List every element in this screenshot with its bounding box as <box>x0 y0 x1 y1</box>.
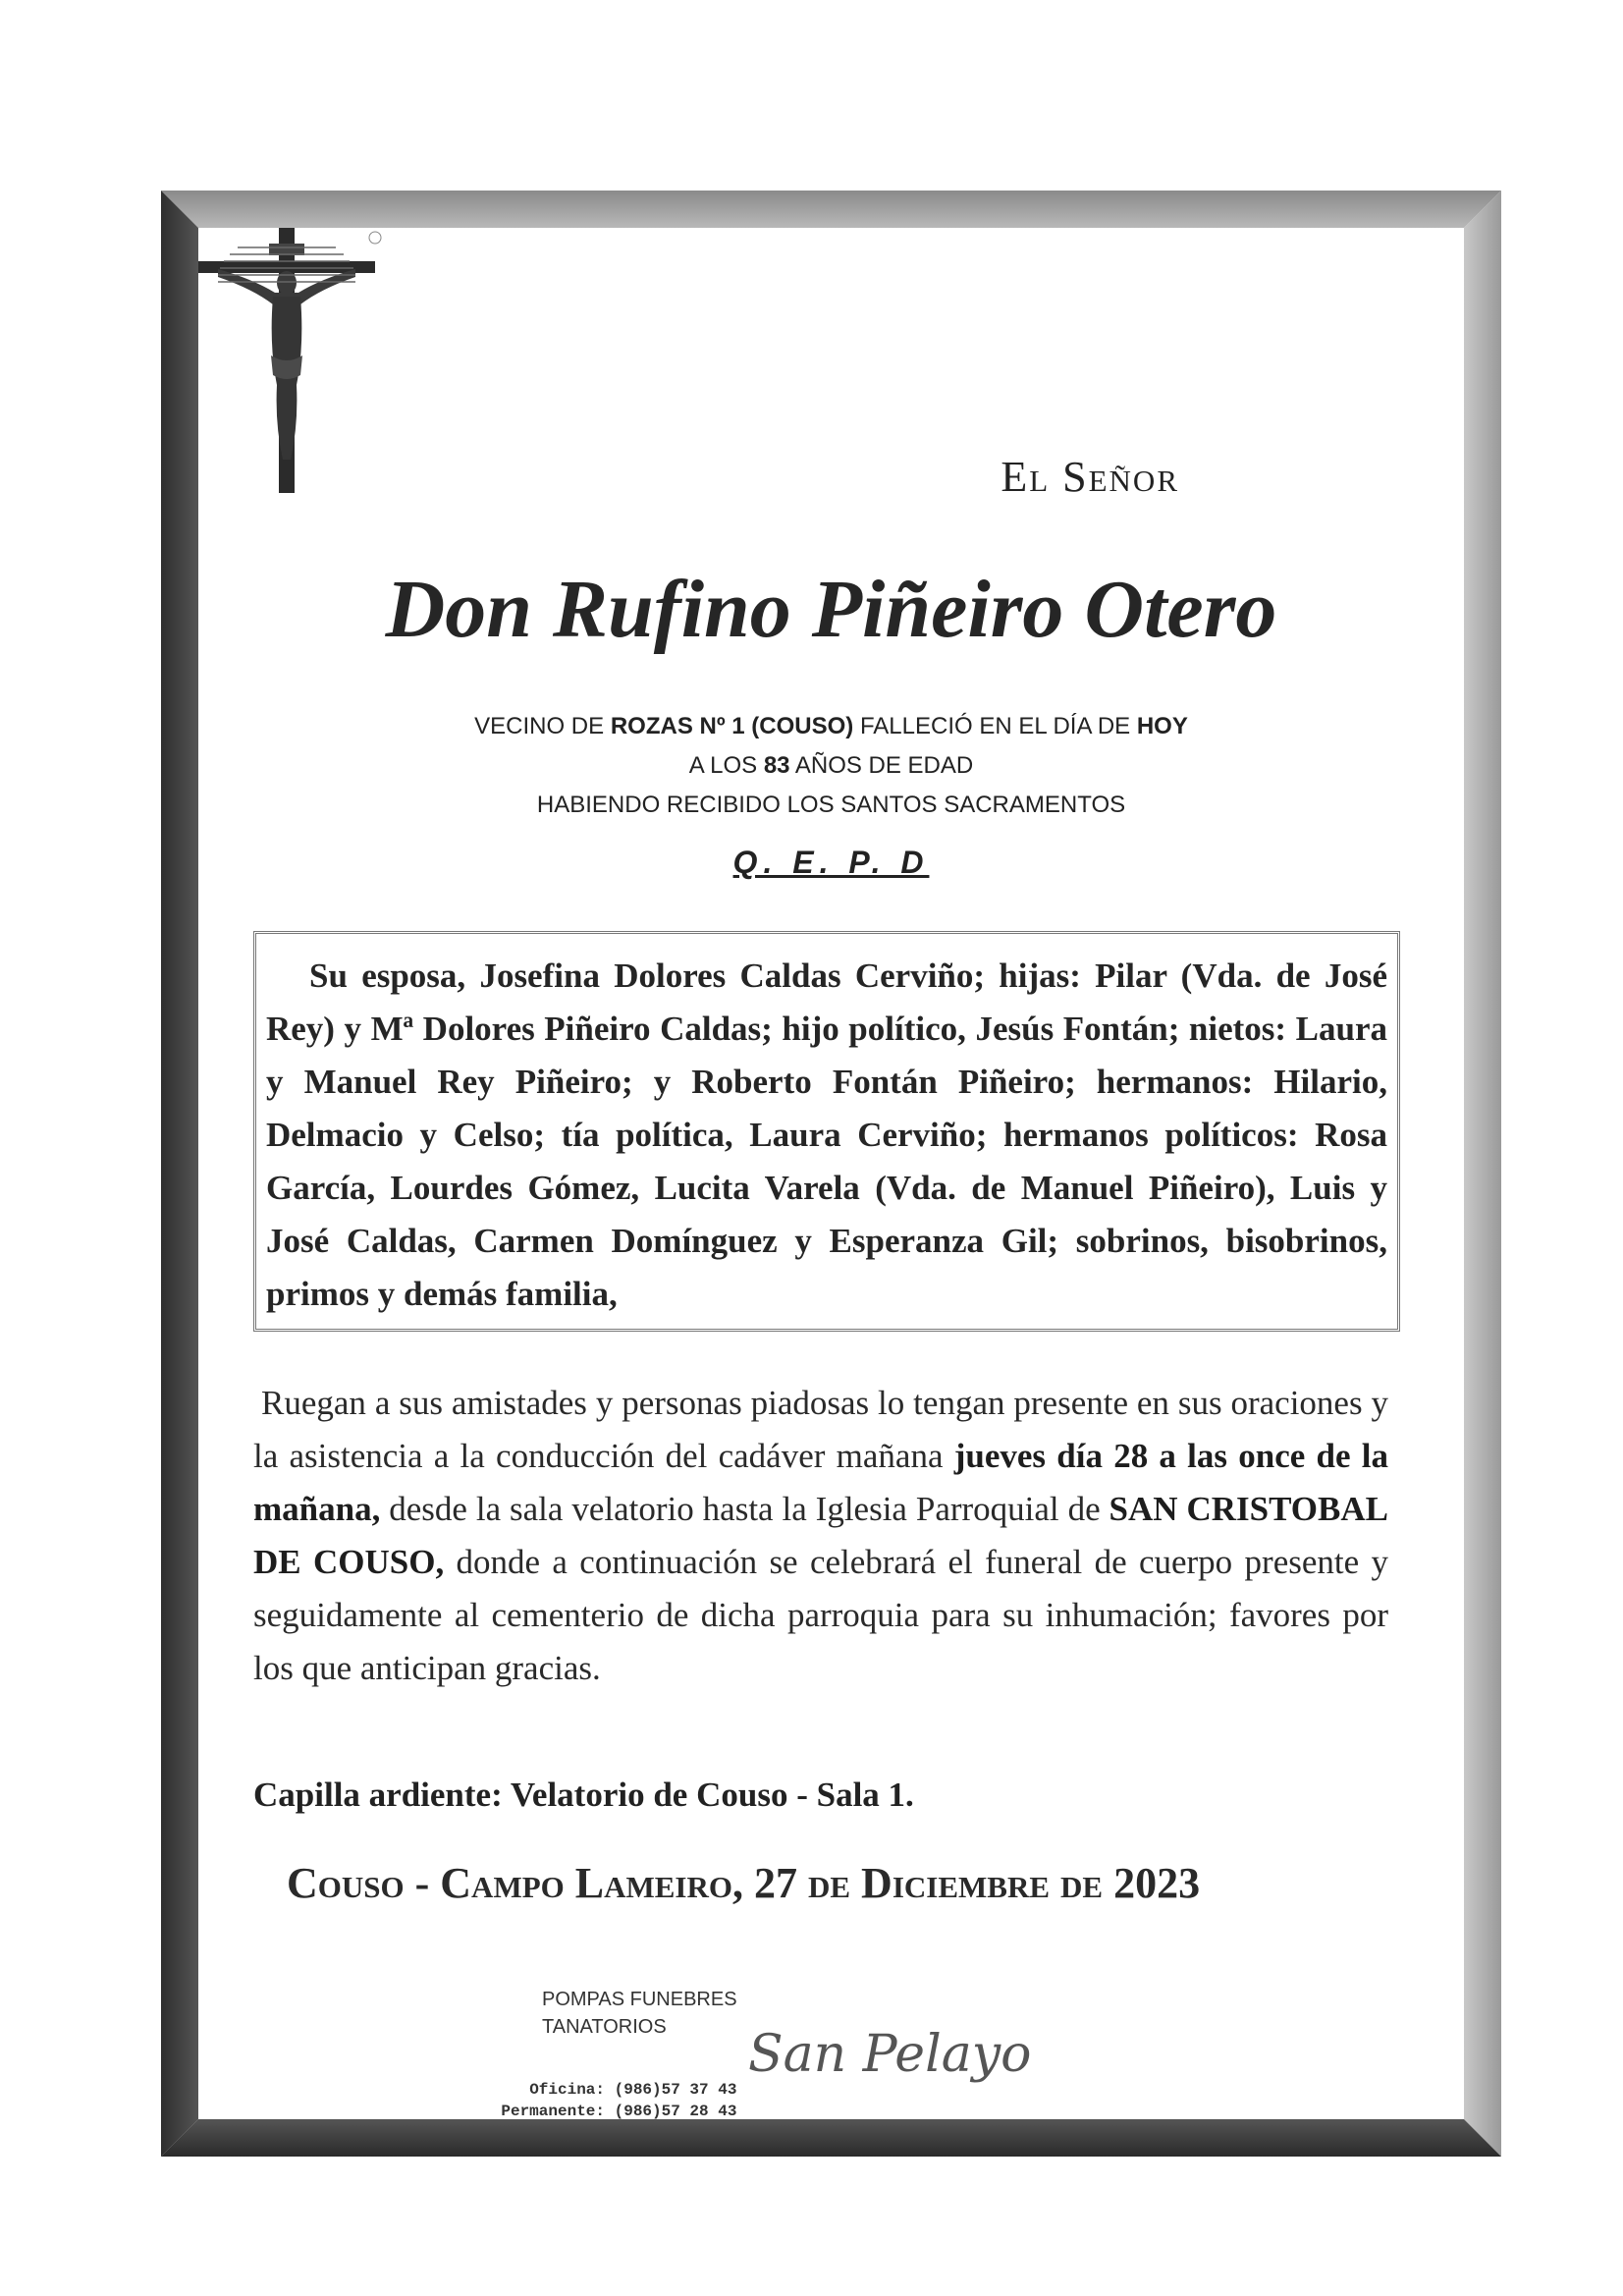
office-phone-row: Oficina: (986)57 37 43 <box>529 2081 737 2099</box>
logo-text: San Pelayo <box>748 2025 1032 2084</box>
bio-line-1: VECINO DE ROZAS Nº 1 (COUSO) FALLECIÓ EN EL DÍA DE HOY <box>474 713 1188 739</box>
permanent-phone-row: Permanente: (986)57 28 43 <box>501 2103 737 2120</box>
bio-line-2: A LOS 83 AÑOS DE EDAD <box>688 752 974 779</box>
biographical-info <box>198 707 1464 825</box>
mourning-frame <box>161 191 1501 2157</box>
heading-el-senor: El Señor <box>1001 453 1179 501</box>
qepd-mark: Q. E. P. D <box>732 845 930 880</box>
family-text: Su esposa, Josefina Dolores Caldas Cerviño; hijas: Pilar (Vda. de José Rey) y Mª Dolores Piñeiro Caldas; hijo político, Jesús Fontán; nietos: Laura y Manuel Rey Piñeiro; y Roberto Fontán Piñeiro; hermanos: Hilario, Delmacio y Celso; tía política, Laura Cerviño; hermanos políticos: Rosa García, Lourdes Gómez, Lucita Varela (Vda. de Manuel Piñeiro), Luis y José Caldas, Carmen Domínguez y Esperanza Gil; sobrinos, bisobrinos, primos y demás familia, <box>266 957 1387 1313</box>
deceased-name: Don Rufino Piñeiro Otero <box>385 564 1277 655</box>
contact-phones <box>458 2079 736 2122</box>
bio-line-3: HABIENDO RECIBIDO LOS SANTOS SACRAMENTOS <box>536 792 1126 818</box>
card-body <box>198 228 1464 2119</box>
company-name: POMPAS FUNEBRES TANATORIOS <box>542 1989 737 2038</box>
family-list-box <box>253 931 1400 1332</box>
prayer-paragraph: Ruegan a sus amistades y personas piadosas lo tengan presente en sus oraciones y la asistencia a la conducción del cadáver mañana jueves día 28 a las once de la mañana, desde la sala velatorio hasta la Iglesia Parroquial de SAN CRISTOBAL DE COUSO, donde a continuación se celebrará el funeral de cuerpo presente y seguidamente al cementerio de dicha parroquia para su inhumación; favores por los que anticipan gracias. <box>253 1384 1388 1687</box>
san-pelayo-logo-icon <box>198 228 414 355</box>
place-date-line: Couso - Campo Lameiro, 27 de Diciembre de 2023 <box>287 1859 1201 1907</box>
chapel-info: Capilla ardiente: Velatorio de Couso - Sala 1. <box>253 1776 914 1814</box>
